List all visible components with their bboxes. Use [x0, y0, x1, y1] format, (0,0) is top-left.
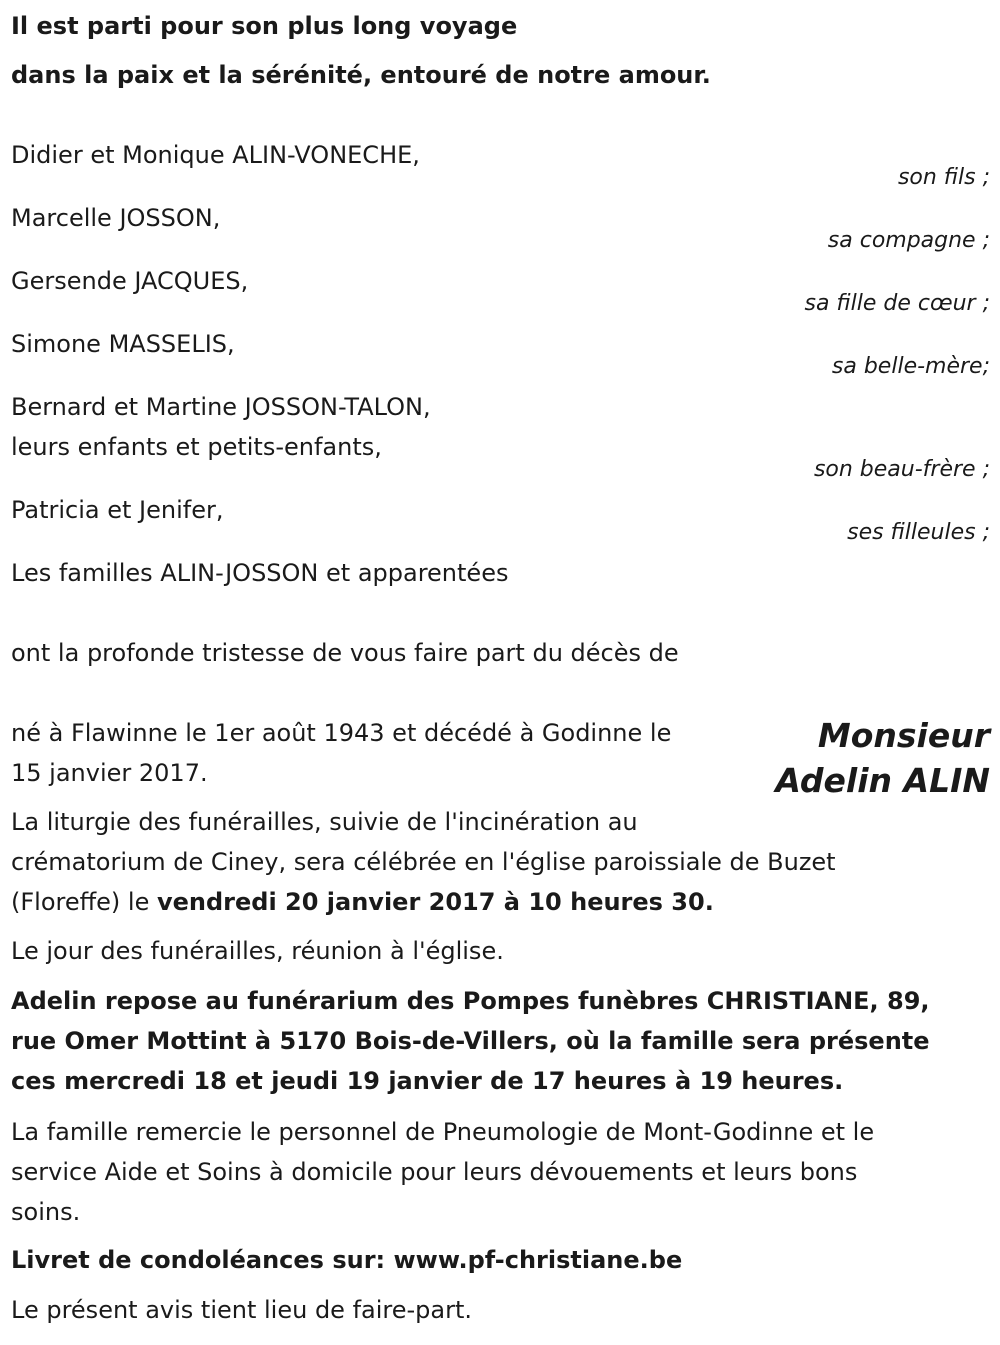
funeral-date-prefix: (Floreffe) le	[11, 888, 157, 916]
funeral-date: vendredi 20 janvier 2017 à 10 heures 30.	[156, 888, 714, 916]
header-line-2: dans la paix et la sérénité, entouré de notre amour.	[11, 61, 711, 89]
family-relation-4: sa belle-mère;	[831, 354, 990, 379]
family-relation-6: ses filleules ;	[847, 520, 990, 545]
thanks-line-3: soins.	[11, 1198, 81, 1226]
family-name-7: Les familles ALIN-JOSSON et apparentées	[11, 559, 509, 587]
family-name-5: Bernard et Martine JOSSON-TALON,	[11, 393, 431, 421]
deceased-title: Monsieur	[817, 716, 990, 755]
thanks-line-2: service Aide et Soins à domicile pour leurs dévouements et leurs bons	[11, 1158, 858, 1186]
family-relation-5: son beau-frère ;	[813, 457, 990, 482]
funeral-line-3	[11, 882, 714, 922]
funerarium-line-2: rue Omer Mottint à 5170 Bois-de-Villers, où la famille sera présente	[11, 1027, 930, 1055]
thanks-line-1: La famille remercie le personnel de Pneumologie de Mont-Godinne et le	[11, 1118, 875, 1146]
condolences-link: Livret de condoléances sur: www.pf-christiane.be	[11, 1246, 683, 1274]
family-name-6: Patricia et Jenifer,	[11, 496, 224, 524]
family-relation-2: sa compagne ;	[827, 228, 990, 253]
family-name-4: Simone MASSELIS,	[11, 330, 235, 358]
birth-line-2: 15 janvier 2017.	[11, 759, 208, 787]
family-name-2: Marcelle JOSSON,	[11, 204, 221, 232]
header-line-1: Il est parti pour son plus long voyage	[11, 12, 518, 40]
family-name-3: Gersende JACQUES,	[11, 267, 249, 295]
funerarium-line-1: Adelin repose au funérarium des Pompes funèbres CHRISTIANE, 89,	[11, 987, 930, 1015]
funeral-line-2: crématorium de Ciney, sera célébrée en l'église paroissiale de Buzet	[11, 848, 836, 876]
funeral-line-1: La liturgie des funérailles, suivie de l'incinération au	[11, 808, 638, 836]
deceased-name: Adelin ALIN	[775, 761, 990, 800]
reunion-note: Le jour des funérailles, réunion à l'église.	[11, 937, 504, 965]
family-relation-3: sa fille de cœur ;	[804, 291, 990, 316]
family-name-5b: leurs enfants et petits-enfants,	[11, 433, 382, 461]
announcement: ont la profonde tristesse de vous faire part du décès de	[11, 639, 679, 667]
footer-note: Le présent avis tient lieu de faire-part.	[11, 1296, 473, 1324]
birth-line-1: né à Flawinne le 1er août 1943 et décédé à Godinne le	[11, 719, 672, 747]
family-name-1: Didier et Monique ALIN-VONECHE,	[11, 141, 420, 169]
funerarium-line-3: ces mercredi 18 et jeudi 19 janvier de 17 heures à 19 heures.	[11, 1067, 844, 1095]
family-relation-1: son fils ;	[897, 165, 990, 190]
